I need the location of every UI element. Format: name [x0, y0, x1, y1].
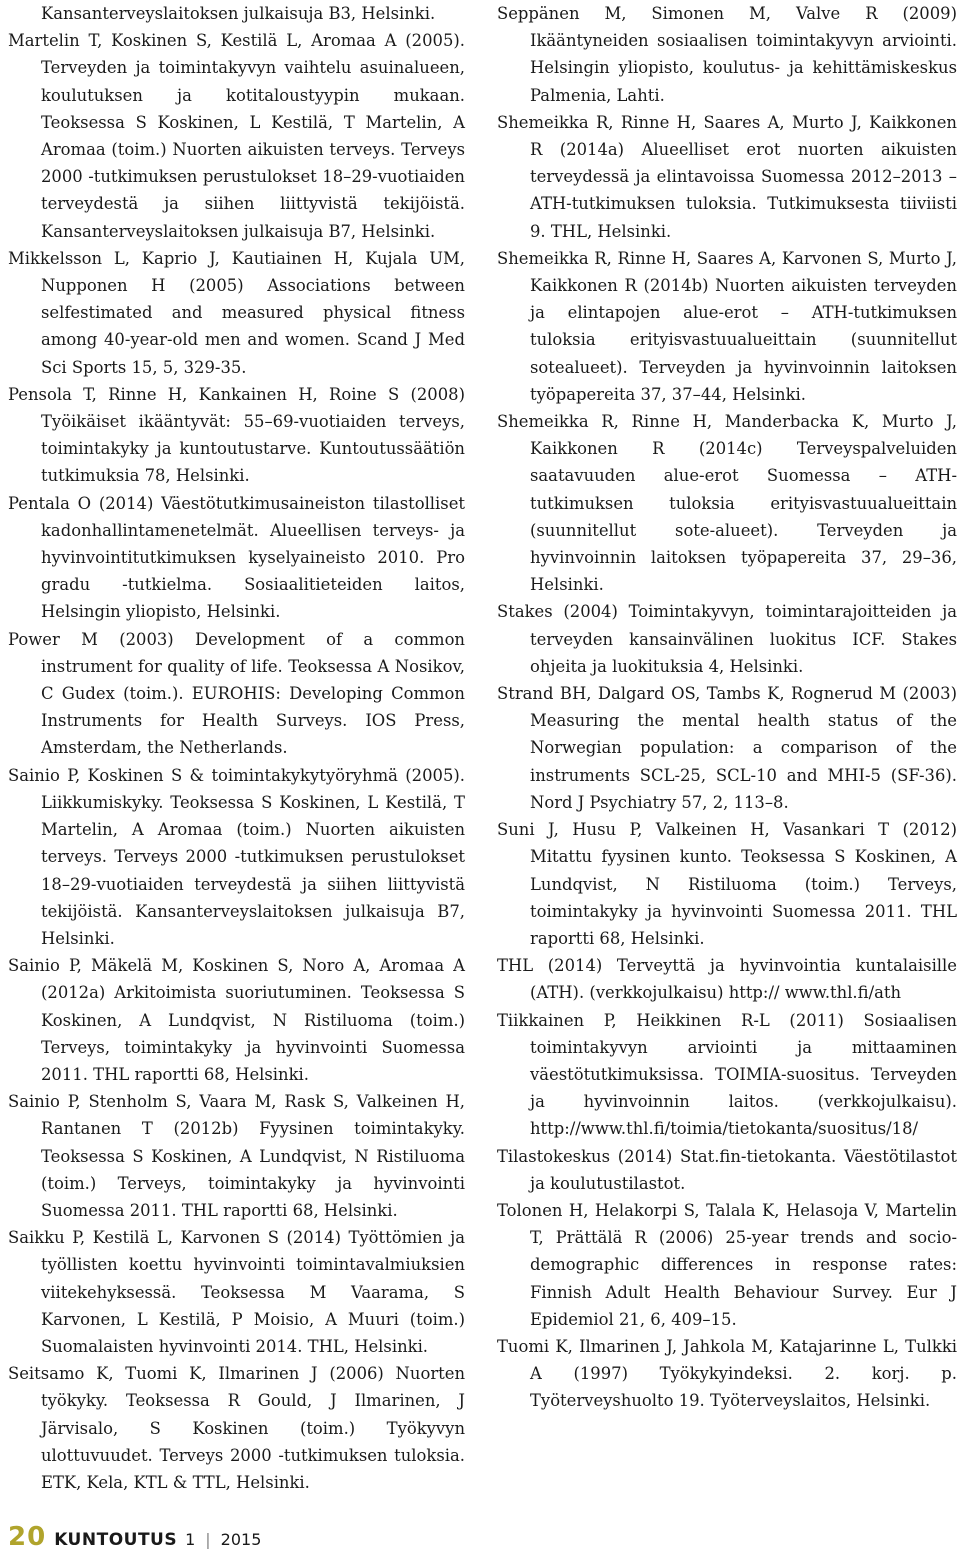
page-number: 20 [8, 1522, 47, 1552]
reference-entry: Stakes (2004) Toimintakyvyn, toimintarajoitteiden ja terveyden kansainvälinen luokitus ICF. Stakes ohjeita ja luokituksia 4, Helsinki. [497, 602, 957, 676]
reference-entry: Shemeikka R, Rinne H, Saares A, Karvonen S, Murto J, Kaikkonen R (2014b) Nuorten aikuisten terveyden ja elintapojen alue-erot – ATH-tutkimuksen tuloksia erityisvastuualueittain (suunnitellut sotealueet). Terveyden ja hyvinvoinnin laitoksen työpapereita 37, 37–44, Helsinki. [497, 248, 957, 404]
reference-entry: Tilastokeskus (2014) Stat.fin-tietokanta. Väestötilastot ja koulutustilastot. [497, 1146, 957, 1193]
references-right-column [497, 0, 957, 1415]
magazine-name: KUNTOUTUS [54, 1530, 178, 1550]
reference-entry: Mikkelsson L, Kaprio J, Kautiainen H, Kujala UM, Nupponen H (2005) Associations between selfestimated and measured physical fitness among 40-year-old men and women. Scand J Med Sci Sports 15, 5, 329-35. [8, 248, 465, 377]
reference-entry: Tolonen H, Helakorpi S, Talala K, Helasoja V, Martelin T, Prättälä R (2006) 25-year trends and socio-demographic differences in response rates: Finnish Adult Health Behaviour Survey. Eur J Epidemiol 21, 6, 409–15. [497, 1200, 957, 1329]
issue-number: 1 [185, 1530, 196, 1549]
footer-separator: | [205, 1530, 211, 1549]
reference-entry: Power M (2003) Development of a common instrument for quality of life. Teoksessa A Nosikov, C Gudex (toim.). EUROHIS: Developing Common Instruments for Health Surveys. IOS Press, Amsterdam, the Netherlands. [8, 629, 465, 758]
reference-entry: Pensola T, Rinne H, Kankainen H, Roine S (2008) Työikäiset ikääntyvät: 55–69-vuotiaiden terveys, toimintakyky ja kuntoutustarve. Kuntoutussäätiön tutkimuksia 78, Helsinki. [8, 384, 465, 486]
reference-entry: Martelin T, Koskinen S, Kestilä L, Aromaa A (2005). Terveyden ja toimintakyvyn vaihtelu asuinalueen, koulutuksen ja kotitaloustyypin mukaan. Teoksessa S Koskinen, L Kestilä, T Martelin, A Aromaa (toim.) Nuorten aikuisten terveys. Terveys 2000 -tutkimuksen perustulokset 18–29-vuotiaiden terveydestä ja siihen liittyvistä tekijöistä. Kansanterveyslaitoksen julkaisuja B7, Helsinki. [8, 31, 465, 241]
issue-year: 2015 [220, 1530, 262, 1549]
reference-continuation: Kansanterveyslaitoksen julkaisuja B3, Helsinki. [41, 4, 436, 23]
reference-entry: Seppänen M, Simonen M, Valve R (2009) Ikääntyneiden sosiaalisen toimintakyvyn arviointi. Helsingin yliopisto, koulutus- ja kehittämiskeskus Palmenia, Lahti. [497, 4, 957, 105]
references-left-column [8, 0, 465, 1496]
reference-entry: Tiikkainen P, Heikkinen R-L (2011) Sosiaalisen toimintakyvyn arviointi ja mittaaminen väestötutkimuksissa. TOIMIA-suositus. Terveyden ja hyvinvoinnin laitos. (verkkojulkaisu). http://www.thl.fi/toimia/tietokanta/suositus/18/ [497, 1010, 957, 1139]
reference-entry: Seitsamo K, Tuomi K, Ilmarinen J (2006) Nuorten työkyky. Teoksessa R Gould, J Ilmarinen, J Järvisalo, S Koskinen (toim.) Työkyvyn ulottuvuudet. Terveys 2000 -tutkimuksen tuloksia. ETK, Kela, KTL & TTL, Helsinki. [8, 1364, 465, 1492]
reference-entry: Saikku P, Kestilä L, Karvonen S (2014) Työttömien ja työllisten koettu hyvinvointi toimintavalmiuksien viitekehyksessä. Teoksessa M Vaarama, S Karvonen, L Kestilä, P Moisio, A Muuri (toim.) Suomalaisten hyvinvointi 2014. THL, Helsinki. [8, 1228, 465, 1356]
page-footer [8, 1522, 261, 1552]
reference-entry: Sainio P, Mäkelä M, Koskinen S, Noro A, Aromaa A (2012a) Arkitoimista suoriutuminen. Teoksessa S Koskinen, A Lundqvist, N Ristiluoma (toim.) Terveys, toimintakyky ja hyvinvointi Suomessa 2011. THL raportti 68, Helsinki. [8, 956, 465, 1084]
reference-entry: Suni J, Husu P, Valkeinen H, Vasankari T (2012) Mitattu fyysinen kunto. Teoksessa S Koskinen, A Lundqvist, N Ristiluoma (toim.) Terveys, toimintakyky ja hyvinvointi Suomessa 2011. THL raportti 68, Helsinki. [497, 820, 957, 948]
reference-entry: Sainio P, Koskinen S & toimintakykytyöryhmä (2005). Liikkumiskyky. Teoksessa S Koskinen, L Kestilä, T Martelin, A Aromaa (toim.) Nuorten aikuisten terveys. Terveys 2000 -tutkimuksen perustulokset 18–29-vuotiaiden terveydestä ja siihen liittyvistä tekijöistä. Kansanterveyslaitoksen julkaisuja B7, Helsinki. [8, 765, 465, 948]
reference-entry: Tuomi K, Ilmarinen J, Jahkola M, Katajarinne L, Tulkki A (1997) Työkykyindeksi. 2. korj. p. Työterveyshuolto 19. Työterveyslaitos, Helsinki. [497, 1336, 957, 1411]
reference-entry: Pentala O (2014) Väestötutkimusaineiston tilastolliset kadonhallintamenetelmät. Alueellisen terveys- ja hyvinvointitutkimuksen kyselyaineisto 2010. Pro gradu -tutkielma. Sosiaalitieteiden laitos, Helsingin yliopisto, Helsinki. [8, 493, 465, 622]
reference-entry: THL (2014) Terveyttä ja hyvinvointia kuntalaisille (ATH). (verkkojulkaisu) http:// www.thl.fi/ath [497, 956, 957, 1003]
reference-entry: Sainio P, Stenholm S, Vaara M, Rask S, Valkeinen H, Rantanen T (2012b) Fyysinen toimintakyky. Teoksessa S Koskinen, A Lundqvist, N Ristiluoma (toim.) Terveys, toimintakyky ja hyvinvointi Suomessa 2011. THL raportti 68, Helsinki. [8, 1092, 465, 1220]
reference-entry: Shemeikka R, Rinne H, Saares A, Murto J, Kaikkonen R (2014a) Alueelliset erot nuorten aikuisten terveydessä ja elintavoissa Suomessa 2012–2013 – ATH-tutkimuksen tuloksia. Tutkimuksesta tiiviisti 9. THL, Helsinki. [497, 112, 957, 241]
reference-entry: Strand BH, Dalgard OS, Tambs K, Rognerud M (2003) Measuring the mental health status of the Norwegian population: a comparison of the instruments SCL-25, SCL-10 and MHI-5 (SF-36). Nord J Psychiatry 57, 2, 113–8. [497, 684, 957, 812]
reference-entry: Shemeikka R, Rinne H, Manderbacka K, Murto J, Kaikkonen R (2014c) Terveyspalveluiden saatavuuden alue-erot Suomessa – ATH-tutkimuksen tuloksia erityisvastuualueittain (suunnitellut sote-alueet). Terveyden ja hyvinvoinnin laitoksen työpapereita 37, 29–36, Helsinki. [497, 412, 957, 595]
